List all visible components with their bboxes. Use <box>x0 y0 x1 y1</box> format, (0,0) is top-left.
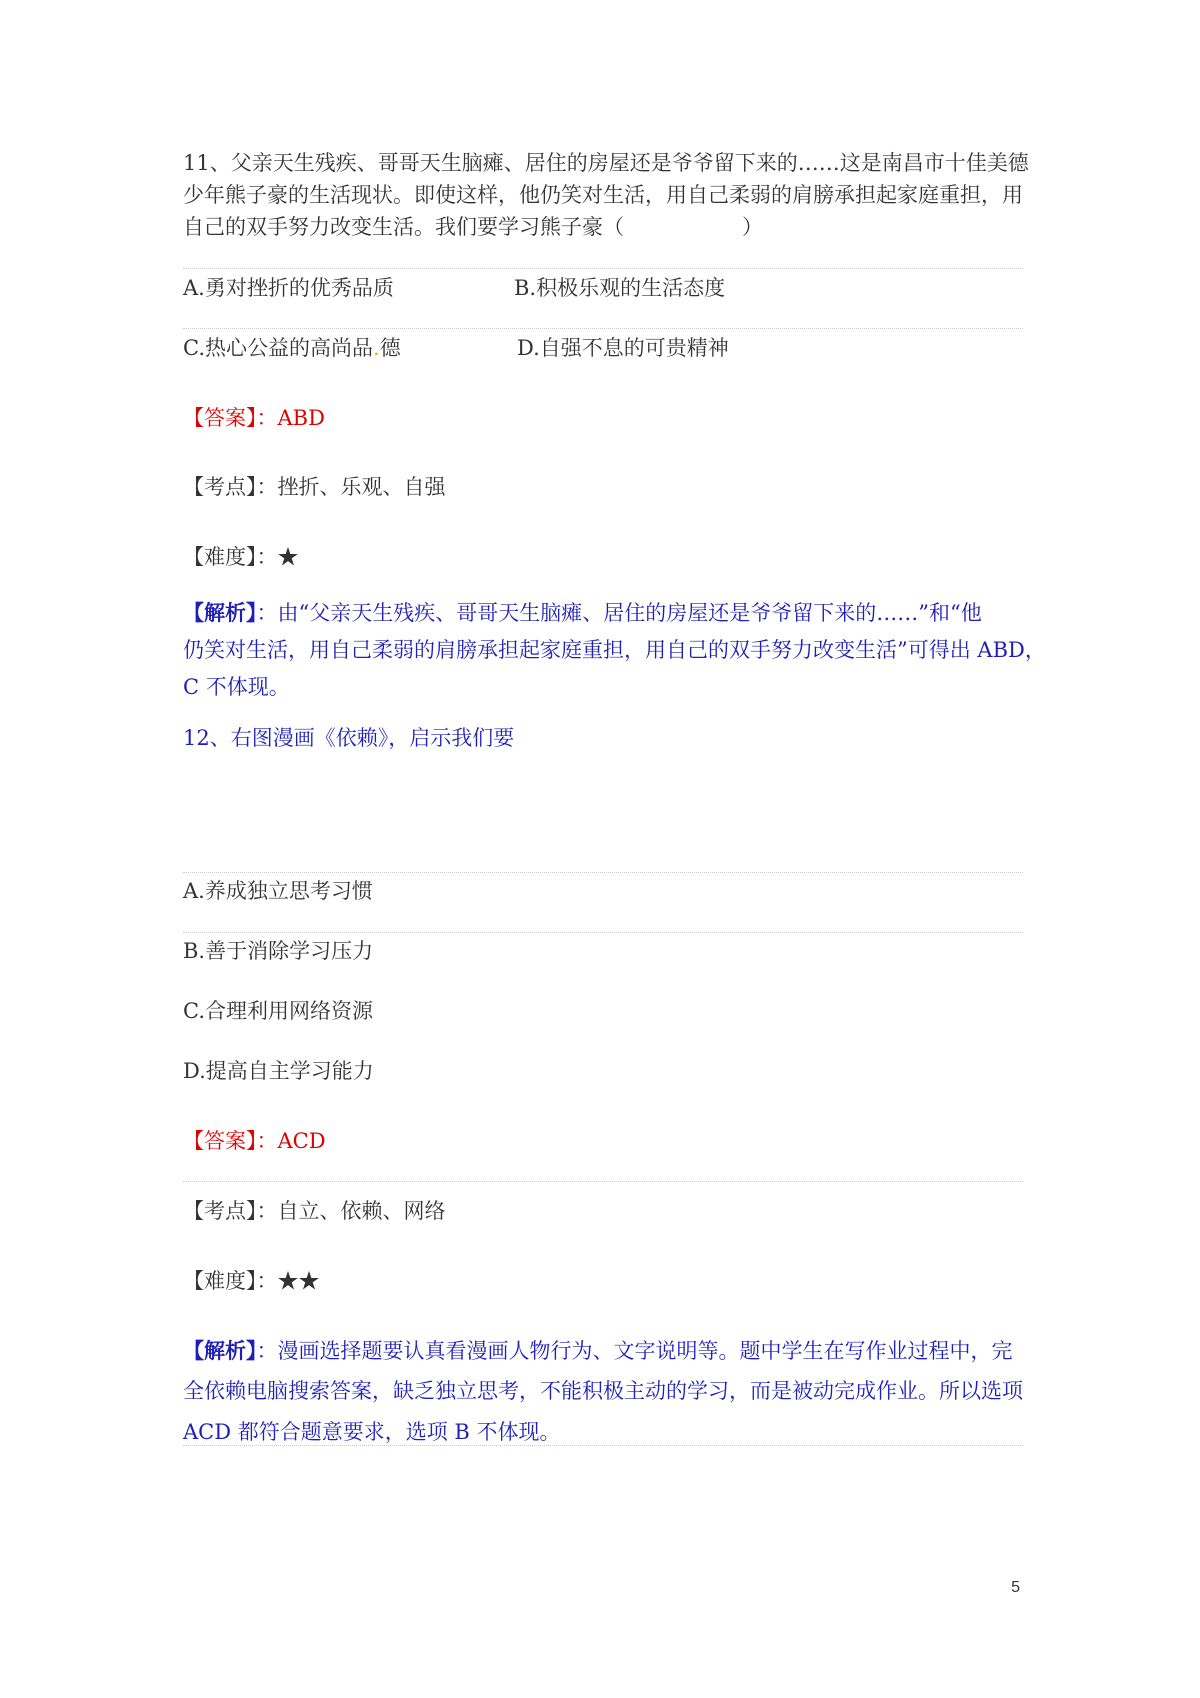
q12-stem: 12、右图漫画《依赖》，启示我们要 <box>183 726 515 750</box>
q11-option-c <box>183 332 401 364</box>
q11-stem-line-1: 11、父亲天生残疾、哥哥天生脑瘫、居住的房屋还是爷爷留下来的……这是南昌市十佳美德 <box>183 151 1029 175</box>
q11-stem-line-3 <box>183 211 763 243</box>
q12-point <box>183 1195 446 1227</box>
q12-option-a: A.养成独立思考习惯 <box>183 879 373 903</box>
q11-option-d: D.自强不息的可贵精神 <box>517 336 729 360</box>
divider <box>183 268 1023 269</box>
answer-value: ACD <box>277 1129 326 1153</box>
q11-stem-line-3-close: ） <box>742 215 763 239</box>
analysis-text: ：漫画选择题要认真看漫画人物行为、文字说明等。题中学生在写作业过程中，完 <box>256 1339 1013 1363</box>
mark-dot: . <box>373 336 380 360</box>
q11-answer <box>183 402 325 434</box>
q11-stem-line-3-text: 自己的双手努力改变生活。我们要学习熊子豪（ <box>183 215 624 239</box>
difficulty-label: 【难度】： <box>183 1269 278 1293</box>
page-number: 5 <box>1011 1579 1020 1596</box>
answer-label: 【答案】： <box>183 406 278 430</box>
difficulty-label: 【难度】： <box>183 545 278 569</box>
q12-analysis-line-2: 全依赖电脑搜索答案，缺乏独立思考，不能积极主动的学习，而是被动完成作业。所以选项 <box>183 1379 1023 1403</box>
q11-option-c-text: C.热心公益的高尚品 <box>183 336 373 360</box>
q11-option-a: A.勇对挫折的优秀品质 <box>183 276 394 300</box>
difficulty-stars: ★★ <box>277 1269 320 1293</box>
q12-analysis-line-3: ACD 都符合题意要求，选项 B 不体现。 <box>183 1420 561 1444</box>
point-value: 自立、依赖、网络 <box>277 1199 446 1223</box>
answer-value: ABD <box>277 406 325 430</box>
point-value: 挫折、乐观、自强 <box>277 475 446 499</box>
q11-analysis-line-1 <box>183 597 982 629</box>
q11-option-b: B.积极乐观的生活态度 <box>514 276 726 300</box>
analysis-label: 【解析】 <box>183 1338 257 1363</box>
q12-difficulty <box>183 1265 320 1297</box>
q11-point <box>183 471 446 503</box>
q12-answer <box>183 1125 326 1157</box>
point-label: 【考点】： <box>183 1199 278 1223</box>
q11-stem-line-2: 少年熊子豪的生活现状。即使这样，他仍笑对生活，用自己柔弱的肩膀承担起家庭重担，用 <box>183 183 1023 207</box>
q12-option-d: D.提高自主学习能力 <box>183 1059 374 1083</box>
divider <box>183 1445 1023 1446</box>
q12-analysis-line-1 <box>183 1335 1013 1367</box>
q12-option-b: B.善于消除学习压力 <box>183 939 374 963</box>
answer-label: 【答案】： <box>183 1129 278 1153</box>
divider <box>183 328 1023 329</box>
analysis-text: ：由“父亲天生残疾、哥哥天生脑瘫、居住的房屋还是爷爷留下来的……”和“他 <box>256 601 982 625</box>
difficulty-stars: ★ <box>277 545 299 569</box>
q11-analysis-line-3: C 不体现。 <box>183 675 290 699</box>
q11-option-c-tail: 德 <box>379 336 401 360</box>
q12-option-c: C.合理利用网络资源 <box>183 999 373 1023</box>
divider <box>183 1181 1023 1182</box>
divider <box>183 932 1023 933</box>
divider <box>183 872 1023 873</box>
q11-analysis-line-2: 仍笑对生活，用自己柔弱的肩膀承担起家庭重担，用自己的双手努力改变生活”可得出 ABD， <box>183 638 1046 662</box>
point-label: 【考点】： <box>183 475 278 499</box>
analysis-label: 【解析】 <box>183 600 257 625</box>
q11-difficulty <box>183 541 299 573</box>
